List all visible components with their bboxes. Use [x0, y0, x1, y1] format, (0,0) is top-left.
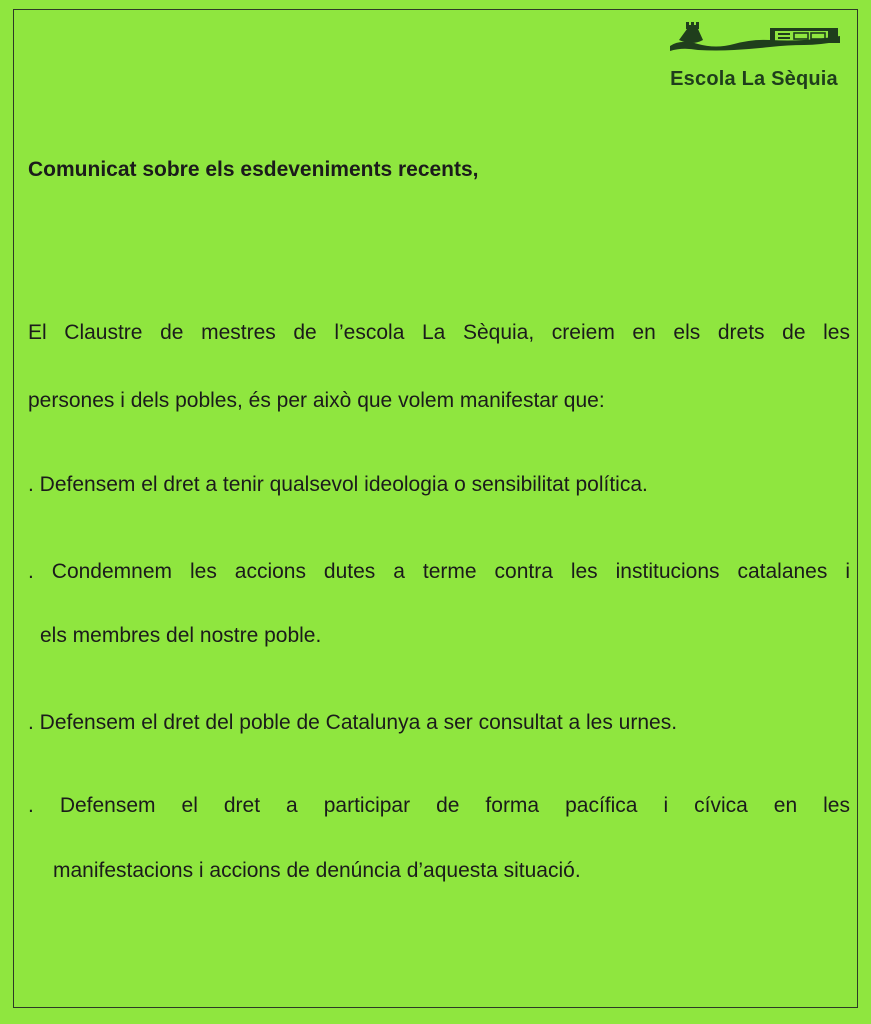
list-item: . Defensem el dret a tenir qualsevol ideologia o sensibilitat política.: [28, 473, 648, 496]
school-logo-icon: [670, 20, 842, 60]
page-title: Comunicat sobre els esdeveniments recents,: [28, 158, 479, 181]
school-logo: [662, 20, 846, 96]
list-item-continuation: els membres del nostre poble.: [40, 624, 322, 647]
school-name: Escola La Sèquia: [670, 68, 838, 90]
list-item: . Defensem el dret del poble de Catalunya a ser consultat a les urnes.: [28, 711, 678, 734]
intro-line-2: persones i dels pobles, és per això que volem manifestar que:: [28, 389, 605, 412]
list-item-continuation: manifestacions i accions de denúncia d’aquesta situació.: [53, 859, 581, 882]
list-item: . Defensem el dret a participar de forma pacífica i cívica en les: [28, 794, 850, 817]
list-item: . Condemnem les accions dutes a terme contra les institucions catalanes i: [28, 560, 850, 583]
intro-line-1: El Claustre de mestres de l’escola La Sèquia, creiem en els drets de les: [28, 321, 850, 344]
